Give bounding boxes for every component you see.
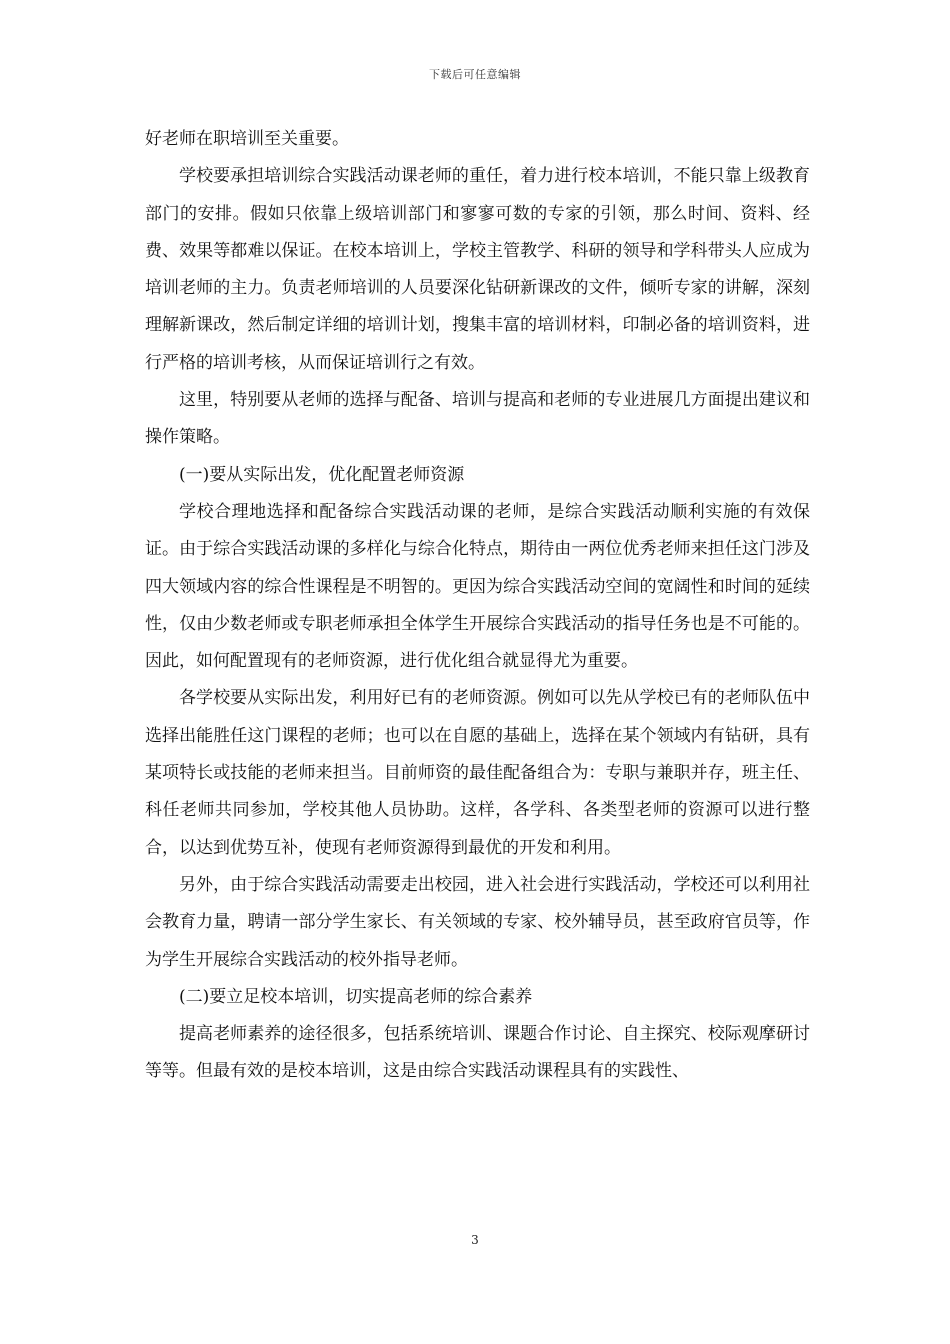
document-body <box>145 121 810 1091</box>
paragraph: 这里，特别要从老师的选择与配备、培训与提高和老师的专业进展几方面提出建议和操作策略。 <box>145 390 810 448</box>
paragraph: 学校合理地选择和配备综合实践活动课的老师，是综合实践活动顺利实施的有效保证。由于综合实践活动课的多样化与综合化特点，期待由一两位优秀老师来担任这门涉及四大领域内容的综合性课程是不明智的。更因为综合实践活动空间的宽阔性和时间的延续性，仅由少数老师或专职老师承担全体学生开展综合实践活动的指导任务也是不可能的。因此，如何配置现有的老师资源，进行优化组合就显得尤为重要。 <box>145 501 810 672</box>
section-heading: (一)要从实际出发，优化配置老师资源 <box>179 464 465 485</box>
paragraph: 好老师在职培训至关重要。 <box>145 129 349 149</box>
paragraph: 学校要承担培训综合实践活动课老师的重任，着力进行校本培训，不能只靠上级教育部门的安排。假如只依靠上级培训部门和寥寥可数的专家的引领，那么时间、资料、经费、效果等都难以保证。在校本培训上，学校主管教学、科研的领导和学科带头人应成为培训老师的主力。负责老师培训的人员要深化钻研新课改的文件，倾听专家的讲解，深刻理解新课改，然后制定详细的培训计划，搜集丰富的培训材料，印制必备的培训资料，进行严格的培训考核，从而保证培训行之有效。 <box>145 166 810 373</box>
paragraph: 另外，由于综合实践活动需要走出校园，进入社会进行实践活动，学校还可以利用社会教育力量，聘请一部分学生家长、有关领域的专家、校外辅导员，甚至政府官员等，作为学生开展综合实践活动的校外指导老师。 <box>145 874 810 970</box>
paragraph: 各学校要从实际出发，利用好已有的老师资源。例如可以先从学校已有的老师队伍中选择出能胜任这门课程的老师；也可以在自愿的基础上，选择在某个领域内有钻研，具有某项特长或技能的老师来担当。目前师资的最佳配备组合为：专职与兼职并存，班主任、科任老师共同参加，学校其他人员协助。这样，各学科、各类型老师的资源可以进行整合，以达到优势互补，使现有老师资源得到最优的开发和利用。 <box>145 688 810 858</box>
page-header: 下载后可任意编辑 <box>429 68 521 81</box>
paragraph: 提高老师素养的途径很多，包括系统培训、课题合作讨论、自主探究、校际观摩研讨等等。但最有效的是校本培训，这是由综合实践活动课程具有的实践性、 <box>145 1024 810 1082</box>
section-heading: (二)要立足校本培训，切实提高老师的综合素养 <box>179 986 533 1007</box>
page-number: 3 <box>471 1233 479 1247</box>
